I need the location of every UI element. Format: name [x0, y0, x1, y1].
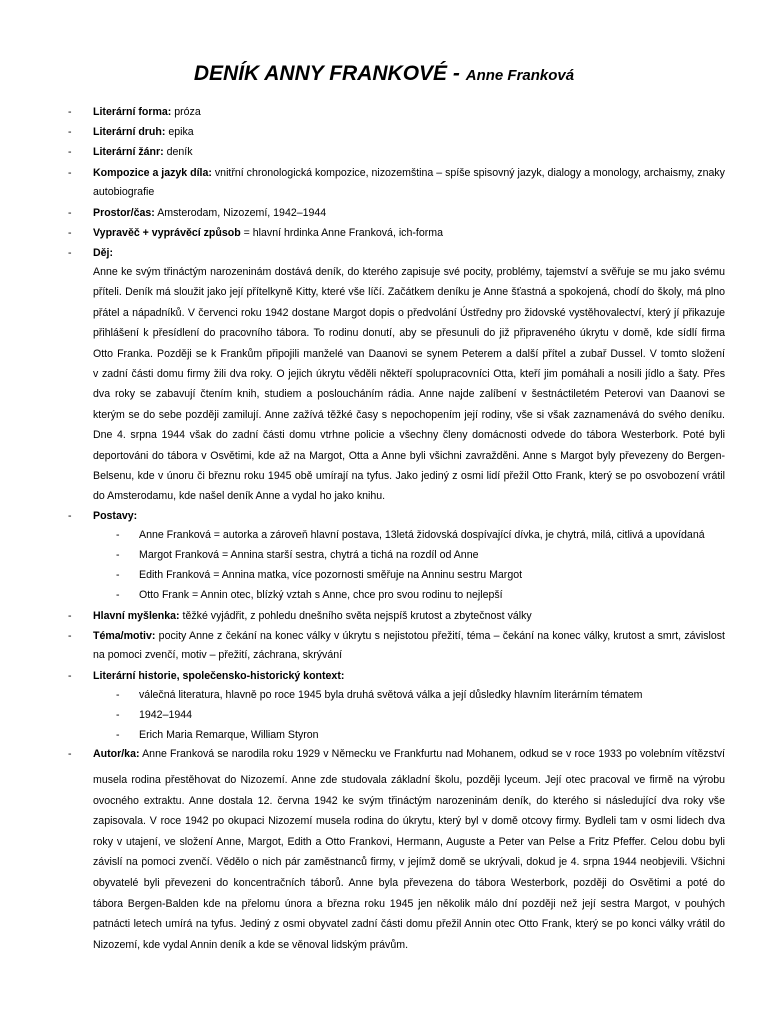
sub-bullet: - — [116, 589, 120, 601]
item-text: próza — [174, 106, 201, 118]
paragraph-line: v zadní části domu firmy žili dva roky. O jejich úkrytu věděli někteří spolupracovníci Otta, kteří jim pomáhali a nosili jídlo a šaty. Přes — [93, 368, 725, 380]
sub-list-item: válečná literatura, hlavně po roce 1945 byla druhá světová válka a její důsledky hlavním literárním tématem — [139, 689, 643, 701]
paragraph-line: Otto Franka. Později se k Frankům připojili manželé van Daanovi se synem Peterem a další přítel a zubař Dussel. V tomto složení — [93, 347, 725, 360]
item-text-cont: autobiografie — [93, 186, 155, 198]
item-text: deník — [166, 146, 193, 158]
paragraph-line: zapisovala. V roce 1942 po okupaci Nizozemí musela rodina do úkrytu, který byl v domě otcovy firmy. Bydleli tam v osmi lidech dva — [93, 815, 725, 828]
item-label: Kompozice a jazyk díla: — [93, 167, 212, 179]
title-author: Anne Franková — [465, 67, 575, 84]
sub-list-item: 1942–1944 — [139, 709, 193, 721]
item-label: Prostor/čas: — [93, 207, 155, 219]
item-label: Téma/motiv: — [93, 630, 156, 642]
paragraph-line: deportováni do tábora v Osvětimi, kde až na Margot, Otta a Anne byli všichni zavražděni. Anne s Margot byly převezeny do Bergen- — [93, 449, 725, 462]
sub-bullet: - — [116, 729, 120, 741]
item-label: Literární forma: — [93, 106, 172, 118]
paragraph-line: dva roky se zabavují čtením knih, studiem a posloucháním rádia. Anne najde zalíbení v šestnáctiletém Peterovi van Daanovi se — [93, 388, 725, 401]
item-label: Literární druh: — [93, 126, 166, 138]
paragraph-line: do Amsterodamu, kde našel deník Anne a vydal ho jako knihu. — [93, 490, 386, 503]
item-text: epika — [168, 126, 194, 138]
sub-bullet: - — [116, 529, 120, 541]
item-forma — [93, 105, 201, 119]
sub-bullet: - — [116, 709, 120, 721]
bullet: - — [68, 247, 72, 259]
bullet: - — [68, 670, 72, 682]
paragraph-line: přihlášení k přesídlení do pracovního tábora. To rodinu donutí, aby se přesunuli do již připraveného úkrytu v domě, kde sídlí firma — [93, 327, 725, 340]
sub-list-item: Anne Franková = autorka a zároveň hlavní postava, 13letá židovská dospívající dívka, je chytrá, milá, citlivá a upovídaná — [139, 529, 705, 541]
item-label: Hlavní myšlenka: — [93, 610, 180, 622]
item-text-cont: na pomoci zvenčí, motiv – přežití, záchrana, skrývání — [93, 649, 343, 661]
item-text: Amsterodam, Nizozemí, 1942–1944 — [157, 207, 327, 219]
bullet: - — [68, 167, 72, 179]
bullet: - — [68, 207, 72, 219]
item-dej-label: Děj: — [93, 247, 114, 259]
item-myslenka — [93, 609, 532, 623]
sub-bullet: - — [116, 549, 120, 561]
paragraph-line: tábora Bergen-Balden kde na přelomu února a března roku 1945 jen několik málo dní později než její sestra Margot, v pouhých — [93, 897, 725, 910]
item-prostor — [93, 206, 326, 220]
paragraph-line: přátel a nápadníků. V červenci roku 1942 dostane Margot dopis o předvolání Ústředny pro židovské vystěhovalectví, který jí přikazuje — [93, 306, 725, 319]
bullet: - — [68, 106, 72, 118]
item-druh — [93, 125, 194, 139]
paragraph-line: Dne 4. srpna 1944 však do zadní části domu vtrhne policie a všechny členy domácnosti odvede do tábora Westerbork. Poté byli — [93, 429, 725, 442]
bullet: - — [68, 227, 72, 239]
sub-list-item: Edith Franková = Annina matka, více pozornosti směřuje na Anninu sestru Margot — [139, 569, 523, 581]
title-separator: - — [447, 62, 466, 85]
item-vypravec — [93, 226, 443, 240]
item-label: Literární žánr: — [93, 146, 164, 158]
item-postavy-label: Postavy: — [93, 510, 138, 522]
paragraph-line: příteli. Deník má sloužit jako její přítelkyně Kitty, které vše líčí. Začátkem deníku je Anne šťastná a spokojená, chodí do školy, má plno — [93, 286, 725, 299]
item-label: Autor/ka: — [93, 748, 140, 760]
sub-list-item: Otto Frank = Annin otec, blízký vztah s Anne, chce pro svou rodinu to nejlepší — [139, 589, 503, 601]
paragraph-line: roky v utajení, ve složení Anne, Margot, Edith a Otto Frankovi, Hermann, Auguste a Peter van Pelse a Fritz Pfeffer. Celou dobu byli — [93, 835, 725, 848]
paragraph-line: závislí na pomoci zvenčí. Vědělo o nich pár zaměstnanců firmy, v jejímž domě se ukrývali, dokud je 4. srpna 1944 neobjevili. Všichni — [93, 856, 725, 869]
bullet: - — [68, 510, 72, 522]
bullet: - — [68, 748, 72, 760]
paragraph-line: ovocného extraktu. Anne dostala 12. června 1942 ke svým třináctým narozeninám deník, do kterého si následující dva roky vše — [93, 794, 725, 807]
paragraph-line: patnácti letech umírá na tyfus. Jediný z osmi obyvatel zadní části domu přežil Annin otec Otto Frank, který se po konci války vrátil do — [93, 918, 725, 931]
sub-list-item: Erich Maria Remarque, William Styron — [139, 729, 319, 741]
page-title — [0, 62, 768, 86]
paragraph-line: musela rodina přestěhovat do Nizozemí. Anne zde studovala základní školu, později lyceum. Její otec pracoval ve firmě na výrobu — [93, 774, 725, 786]
item-text: pocity Anne z čekání na konec války v úkrytu s nejistotou přežití, téma – čekání na konec války, krutost a smrt, závislost — [158, 630, 725, 642]
item-text: = hlavní hrdinka Anne Franková, ich-forma — [243, 227, 443, 239]
title-main: DENÍK ANNY FRANKOVÉ — [193, 62, 448, 85]
sub-bullet: - — [116, 569, 120, 581]
bullet: - — [68, 126, 72, 138]
paragraph-line: kterým se do sebe později zamilují. Anne zažívá těžké časy s nepochopením její rodiny, vše si však zaznamenává do svého deníku. — [93, 408, 725, 421]
bullet: - — [68, 610, 72, 622]
item-label: Vypravěč + vyprávěcí způsob — [93, 227, 241, 239]
item-autor — [93, 747, 725, 761]
sub-bullet: - — [116, 689, 120, 701]
paragraph-line: Anne ke svým třináctým narozeninám dostává deník, do kterého zapisuje své pocity, problémy, tajemství a svěřuje se mu jako svému — [93, 266, 725, 278]
paragraph-line: Belsenu, kde v únoru či březnu roku 1945 obě umírají na tyfus. Jako jediný z osmi lidí přežil Otto Frank, který se po osvobození vrátil — [93, 470, 725, 482]
bullet: - — [68, 146, 72, 158]
paragraph-line: Nizozemí, kde vydal Annin deník a kde se věnoval lidským právům. — [93, 938, 409, 951]
item-text: těžké vyjádřit, z pohledu dnešního světa nejspíš krutost a zbytečnost války — [182, 610, 532, 622]
item-tema — [93, 629, 725, 643]
item-kompozice — [93, 166, 725, 180]
paragraph-line: obyvatelé byli převezeni do koncentračních táborů. Anne byla převezena do tábora Westerbork, později do Osvětimi a poté do — [93, 877, 725, 889]
item-kontext-label: Literární historie, společensko-historický kontext: — [93, 670, 345, 682]
bullet: - — [68, 630, 72, 642]
item-text: Anne Franková se narodila roku 1929 v Německu ve Frankfurtu nad Mohanem, odkud se v roce 1933 po volebním vítězství — [142, 748, 726, 760]
item-zanr — [93, 145, 193, 159]
item-text: vnitřní chronologická kompozice, nizozemština – spíše spisovný jazyk, dialogy a monology, archaismy, znaky — [214, 167, 725, 179]
sub-list-item: Margot Franková = Annina starší sestra, chytrá a tichá na rozdíl od Anne — [139, 549, 479, 561]
